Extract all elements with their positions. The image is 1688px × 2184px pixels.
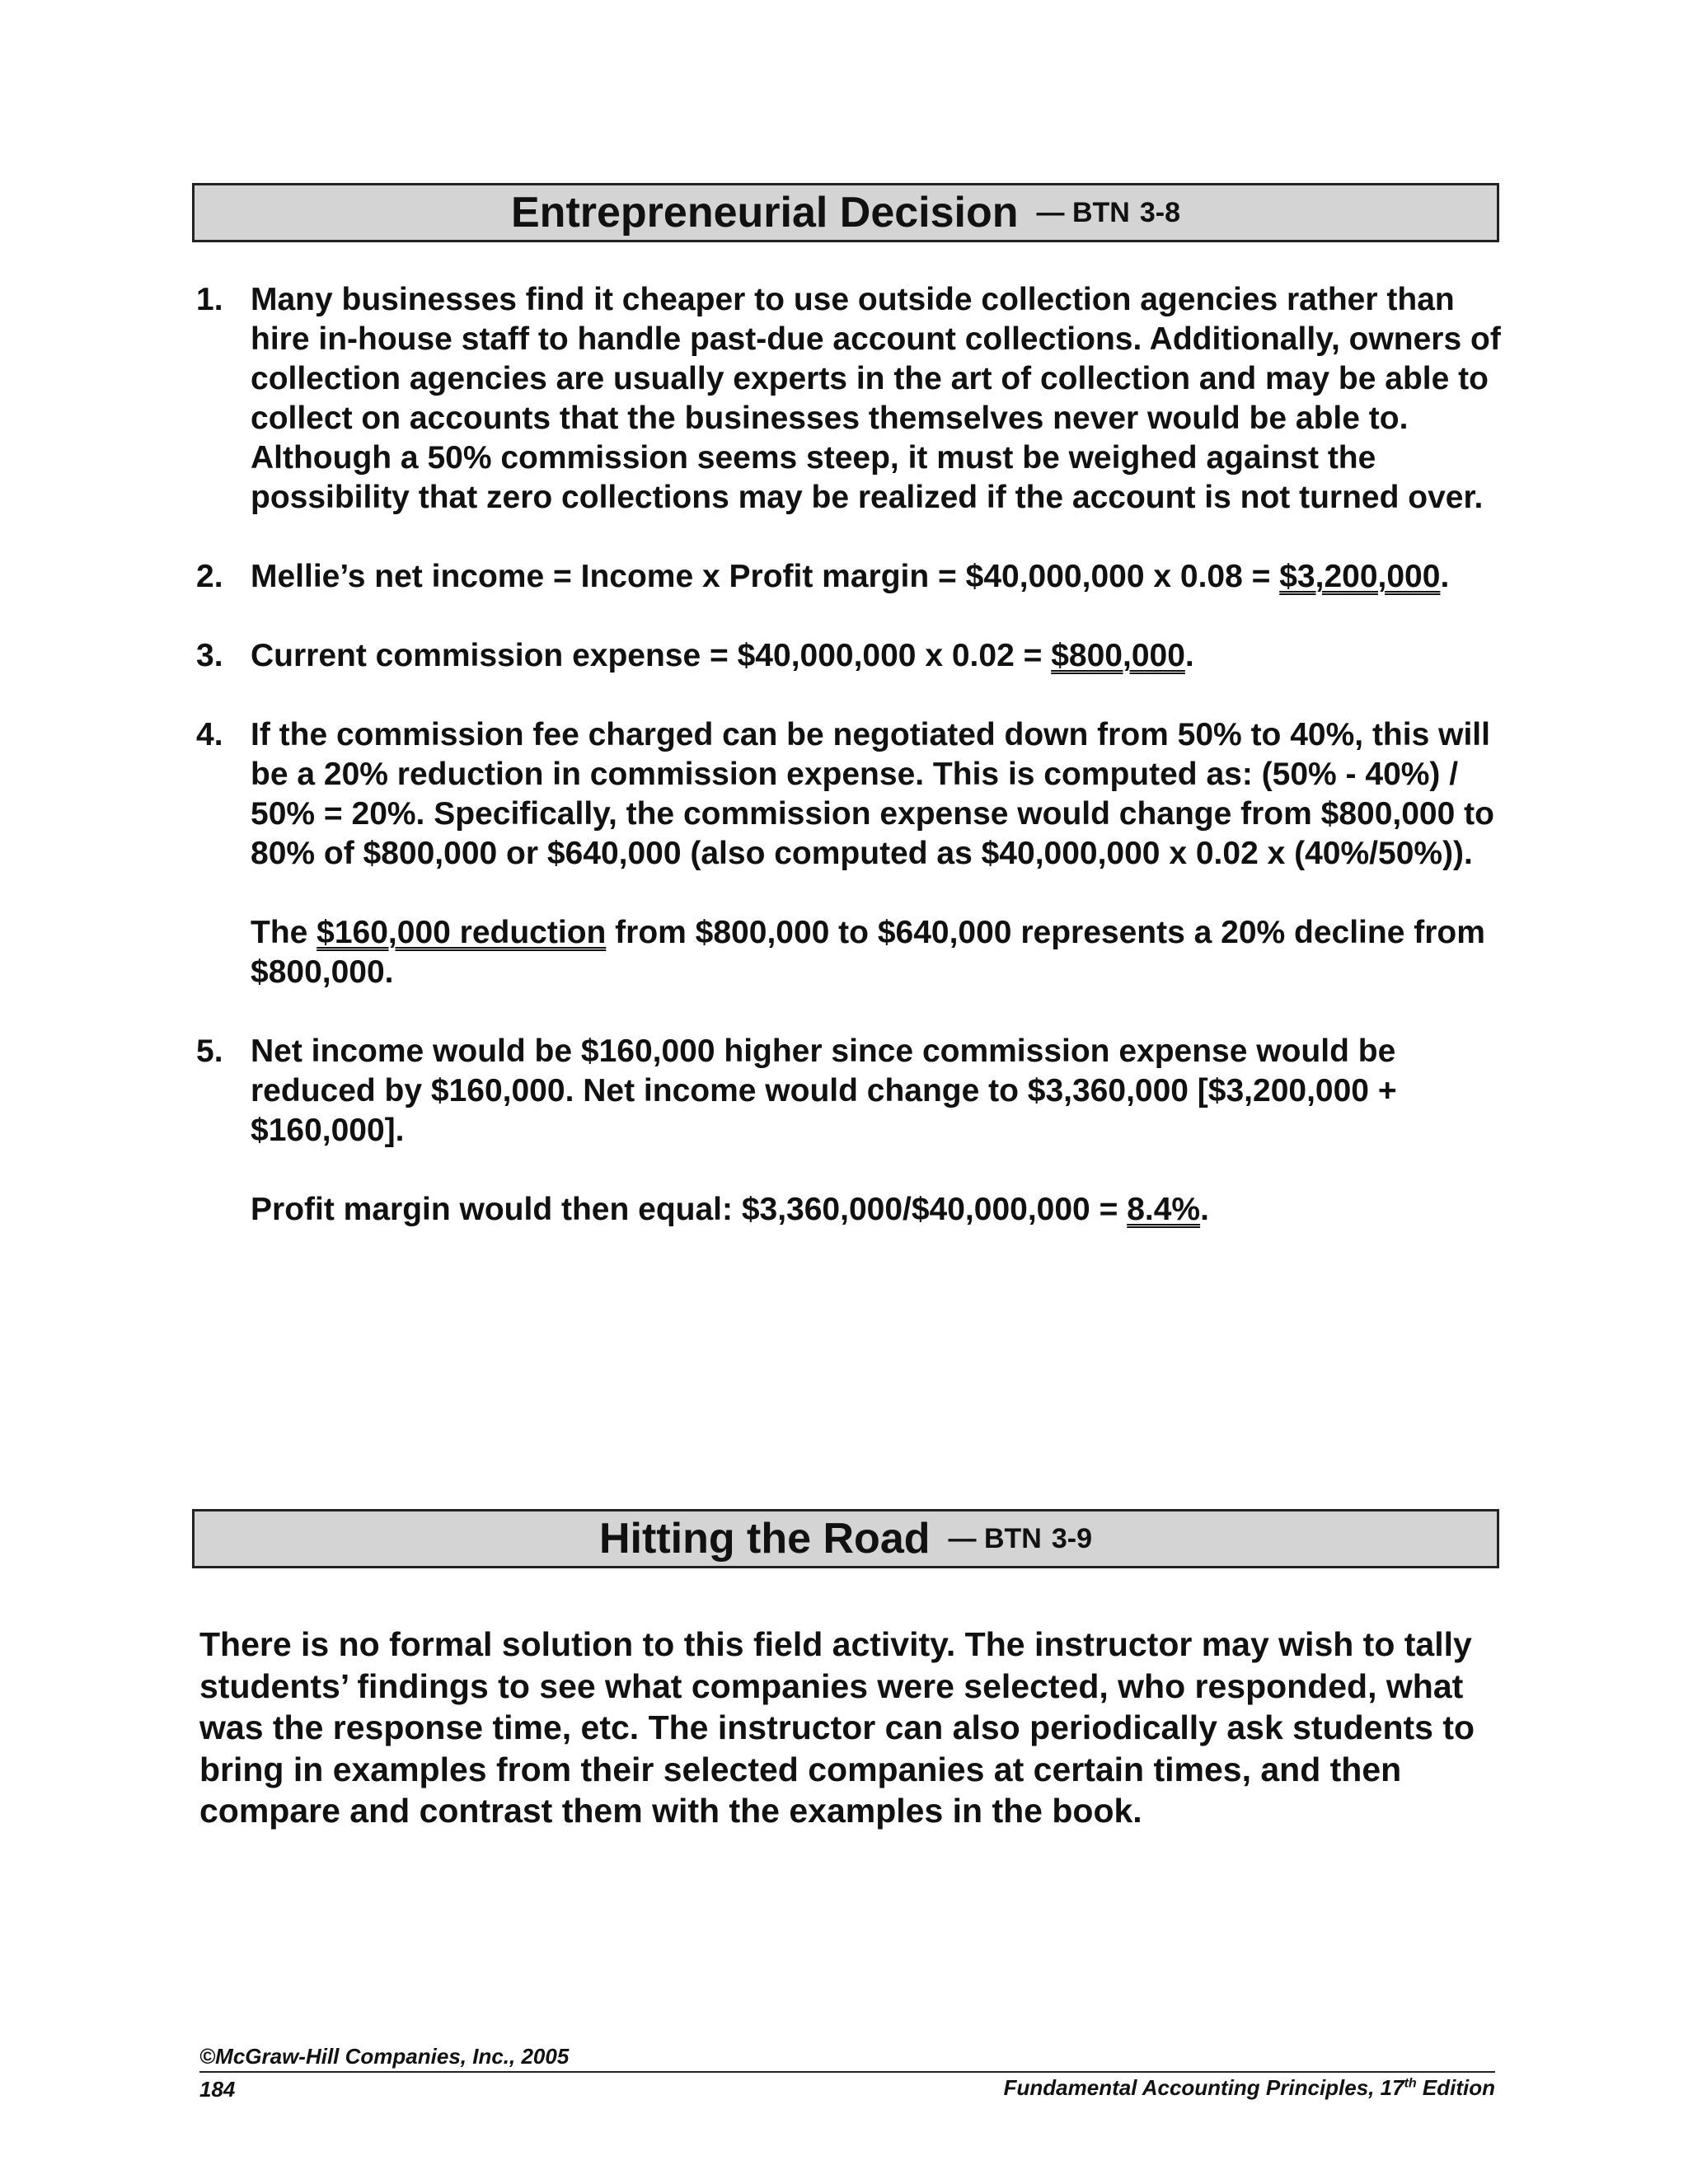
profit-margin-result: 8.4% xyxy=(1127,1192,1201,1227)
item-text: Current commission expense = $40,000,000 x 0.02 = $800,000. xyxy=(251,638,1194,673)
item-number: 2. xyxy=(196,559,223,594)
section-title: Entrepreneurial Decision xyxy=(511,189,1019,237)
item-text-2: The $160,000 reduction from $800,000 to $640,000 represents a 20% decline from $800,000. xyxy=(251,915,1485,990)
item-number: 3. xyxy=(196,638,223,673)
item-text-2: Profit margin would then equal: $3,360,000/$40,000,000 = 8.4%. xyxy=(251,1192,1209,1227)
item-text: Mellie’s net income = Income x Profit margin = $40,000,000 x 0.08 = $3,200,000. xyxy=(251,559,1450,594)
section-title: Hitting the Road xyxy=(599,1515,931,1563)
answer-item-1 xyxy=(196,280,1507,518)
page-number: 184 xyxy=(199,2077,236,2102)
book-title: Fundamental Accounting Principles, 17th Edition xyxy=(1003,2075,1495,2100)
answer-list xyxy=(196,280,1507,1269)
answer-item-2 xyxy=(196,557,1507,597)
answer-item-5 xyxy=(196,1032,1507,1230)
section-reference: — BTN 3-8 xyxy=(1036,196,1180,228)
item-text: If the commission fee charged can be negotiated down from 50% to 40%, this will be a 20% reduction in commission expense. This is computed as: (50% - 40%) / 50% = 20%. Specifically, the commission expense would change from $800,000 to 80% of $800,000 or $640,000 (also computed as $40,000,000 x 0.02 x (40%/50%)). xyxy=(251,717,1494,871)
item-number: 1. xyxy=(196,282,223,317)
footer-divider xyxy=(199,2071,1495,2073)
answer-item-3 xyxy=(196,636,1507,676)
section-header-entrepreneurial-decision xyxy=(192,183,1499,242)
section-reference: — BTN 3-9 xyxy=(948,1522,1092,1554)
item-number: 5. xyxy=(196,1033,223,1069)
section-header-hitting-the-road xyxy=(192,1509,1499,1568)
item-text: Net income would be $160,000 higher since commission expense would be reduced by $160,000. Net income would change to $3,360,000 [$3,200,000 + $160,000]. xyxy=(251,1033,1397,1148)
copyright-notice: ©McGraw-Hill Companies, Inc., 2005 xyxy=(199,2044,570,2069)
answer-item-4 xyxy=(196,715,1507,992)
section-2-text: There is no formal solution to this field activity. The instructor may wish to tally students’ findings to see what companies were selected, who responded, what was the response time, etc. The instructor can also periodically ask students to bring in examples from their selected companies at certain times, and then compare and contrast them with the examples in the book. xyxy=(199,1625,1475,1830)
net-income-result: $3,200,000 xyxy=(1279,559,1441,594)
item-text: Many businesses find it cheaper to use outside collection agencies rather than hire in-house staff to handle past-due account collections. Additionally, owners of collection agencies are usually experts in the art of collection and may be able to collect on accounts that the businesses themselves never would be able to. Although a 50% commission seems steep, it must be weighed against the possibility that zero collections may be realized if the account is not turned over. xyxy=(251,282,1501,515)
item-number: 4. xyxy=(196,717,223,752)
reduction-result: $160,000 reduction xyxy=(316,915,607,950)
commission-expense-result: $800,000 xyxy=(1051,638,1185,673)
